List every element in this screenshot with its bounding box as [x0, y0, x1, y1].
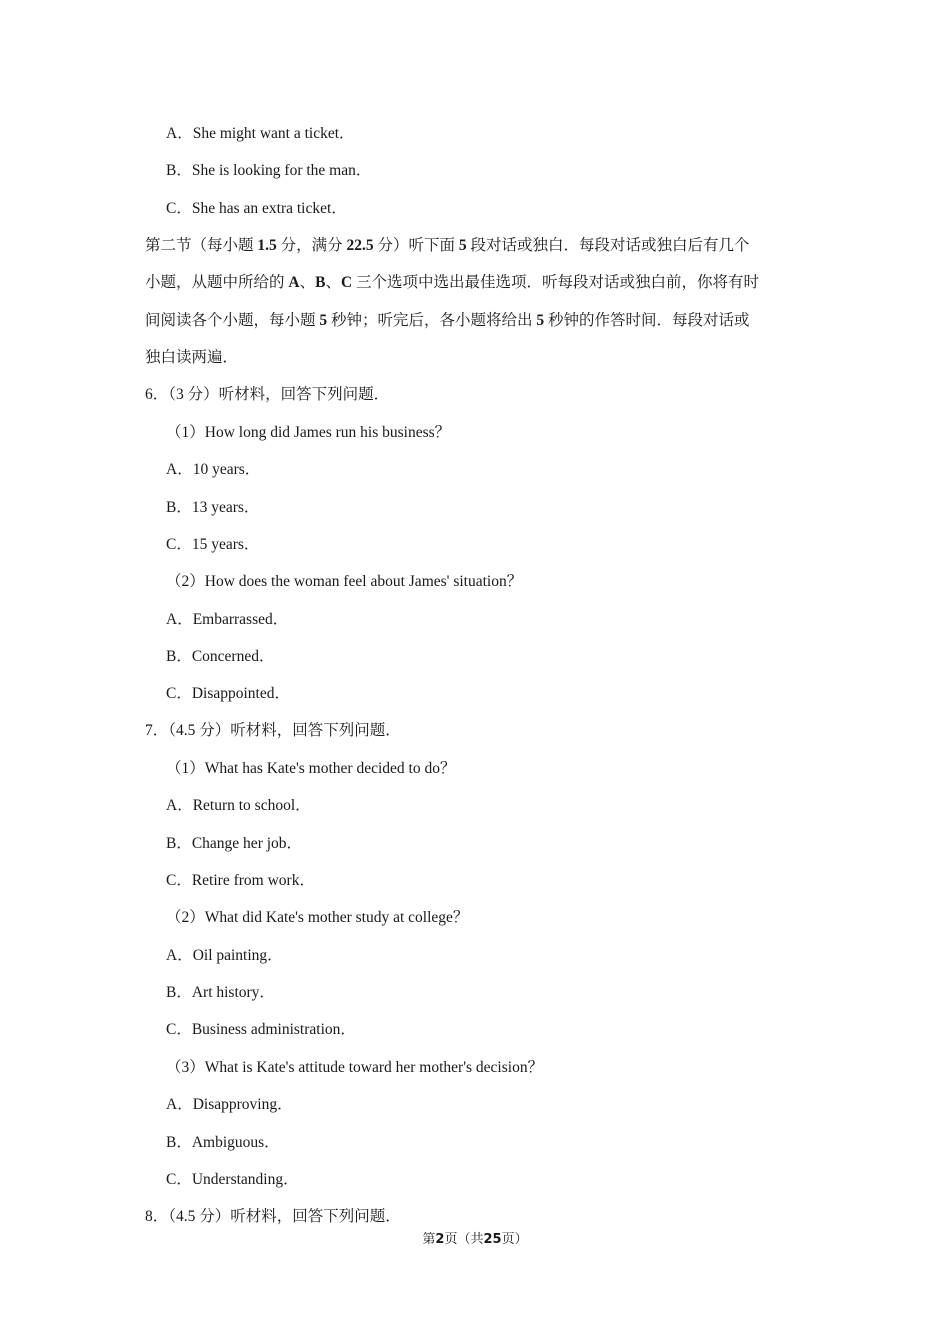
- question-7-sub3: （3）What is Kate's attitude toward her mother's decision？: [166, 1059, 544, 1076]
- q5-option-b: B．She is looking for the man．: [166, 162, 372, 179]
- q7-sub1-option-c: C．Retire from work．: [166, 872, 315, 889]
- q6-sub1-option-b: B．13 years．: [166, 499, 260, 516]
- q6-sub1-option-c: C．15 years．: [166, 536, 260, 553]
- question-7-head: 7．（4.5 分）听材料，回答下列问题．: [145, 722, 401, 739]
- section2-instruction-line3: 间阅读各个小题，每小题 5 秒钟；听完后，各小题将给出 5 秒钟的作答时间．每段对话或: [145, 312, 750, 329]
- q7-sub2-option-a: A．Oil painting．: [166, 947, 283, 964]
- q5-option-c: C．She has an extra ticket．: [166, 200, 347, 217]
- question-6-head: 6．（3 分）听材料，回答下列问题．: [145, 386, 390, 403]
- question-7-sub1: （1）What has Kate's mother decided to do？: [166, 760, 456, 777]
- section2-instruction-line4: 独白读两遍．: [145, 349, 239, 366]
- q7-sub2-option-c: C．Business administration．: [166, 1021, 356, 1038]
- q5-option-a: A．She might want a ticket．: [166, 125, 355, 142]
- question-6-sub2: （2）How does the woman feel about James' situation？: [166, 573, 523, 590]
- q7-sub3-option-a: A．Disapproving．: [166, 1096, 293, 1113]
- q7-sub3-option-b: B．Ambiguous．: [166, 1134, 280, 1151]
- page-footer: 第2页（共25页）: [422, 1232, 528, 1247]
- question-7-sub2: （2）What did Kate's mother study at college？: [166, 909, 469, 926]
- section2-instruction-line1: 第二节（每小题 1.5 分，满分 22.5 分）听下面 5 段对话或独白．每段对话或独白后有几个: [145, 237, 750, 254]
- q6-sub2-option-c: C．Disappointed．: [166, 685, 290, 702]
- q7-sub3-option-c: C．Understanding．: [166, 1171, 299, 1188]
- q7-sub1-option-a: A．Return to school．: [166, 797, 311, 814]
- q6-sub2-option-a: A．Embarrassed．: [166, 611, 289, 628]
- page-number: 2: [435, 1232, 445, 1247]
- question-8-head: 8．（4.5 分）听材料，回答下列问题．: [145, 1208, 401, 1225]
- q6-sub1-option-a: A．10 years．: [166, 461, 261, 478]
- q7-sub2-option-b: B．Art history．: [166, 984, 275, 1001]
- q6-sub2-option-b: B．Concerned．: [166, 648, 275, 665]
- section2-instruction-line2: 小题，从题中所给的 A、B、C 三个选项中选出最佳选项．听每段对话或独白前，你将有时: [145, 274, 760, 291]
- q7-sub1-option-b: B．Change her job．: [166, 835, 303, 852]
- question-6-sub1: （1）How long did James run his business？: [166, 424, 451, 441]
- page-total: 25: [483, 1232, 502, 1247]
